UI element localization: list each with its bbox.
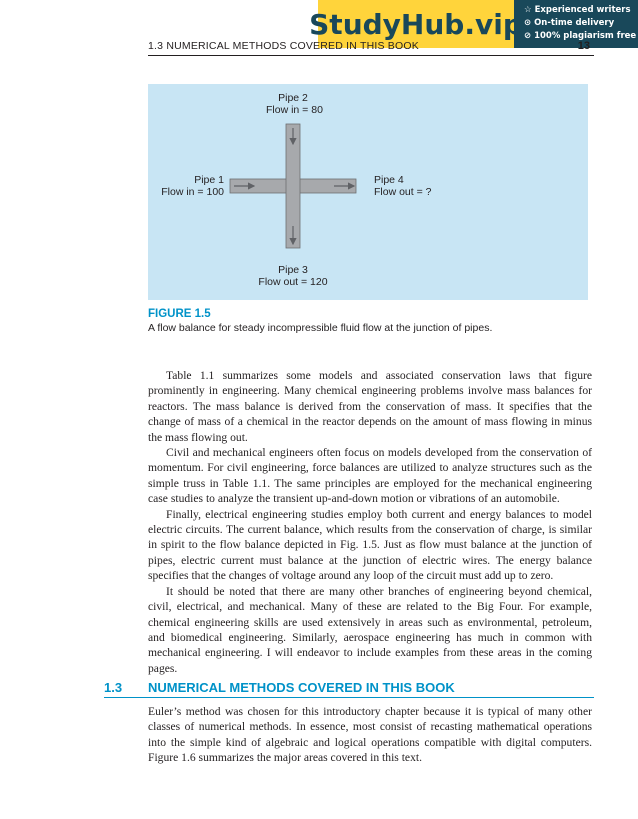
section-body bbox=[148, 704, 592, 766]
banner-brand: StudyHub.vip bbox=[318, 0, 514, 48]
pipe3-label: Pipe 3 Flow out = 120 bbox=[258, 264, 328, 288]
banner-feature-list bbox=[514, 0, 638, 48]
paragraph: It should be noted that there are many other branches of engineering beyond chemical, civil, electrical, and mechanical. Many of these are related to the Big Four. For example, chemical engineering skills are used extensively in areas such as environmental, petroleum, and biomedical engineering. Similarly, aerospace engineering has much in common with mechanical engineering. I will endeavor to include examples from these areas in the coming pages. bbox=[148, 584, 592, 675]
running-head: 1.3 NUMERICAL METHODS COVERED IN THIS BOOK bbox=[148, 40, 419, 52]
paragraph: Civil and mechanical engineers often focus on models developed from the conservation of momentum. For civil engineering, force balances are utilized to analyze structures such as the simple truss in Table 1.1. The same principles are employed for the mechanical engineering case studies to analyze the transient up-and-down motion or vibrations of an automobile. bbox=[148, 446, 592, 506]
pipe-junction bbox=[287, 180, 300, 193]
section-number: 1.3 bbox=[104, 680, 123, 695]
section-title: NUMERICAL METHODS COVERED IN THIS BOOK bbox=[148, 680, 455, 695]
paragraph: Table 1.1 summarizes some models and associated conservation laws that figure prominently in engineering. Many chemical engineering problems involve mass balances for reactors. The mass balance is derived from the conservation of mass. It specifies that the change of mass of a chemical in the reactor depends on the amount of mass flowing in minus the mass flowing out. bbox=[148, 369, 592, 444]
figure-number: FIGURE 1.5 bbox=[148, 308, 211, 320]
banner-feature: ☆ Experienced writers bbox=[524, 5, 631, 15]
body-text bbox=[148, 368, 592, 676]
pipe2-label: Pipe 2 Flow in = 80 bbox=[266, 92, 323, 116]
figure-pipe-junction bbox=[148, 84, 588, 300]
section-heading bbox=[104, 680, 594, 698]
banner-feature: ⊙ On-time delivery bbox=[524, 18, 615, 28]
pipe4-label: Pipe 4 Flow out = ? bbox=[374, 174, 432, 198]
figure-caption: A flow balance for steady incompressible fluid flow at the junction of pipes. bbox=[148, 322, 493, 334]
banner-feature: ⊘ 100% plagiarism free bbox=[524, 31, 637, 41]
paragraph: Finally, electrical engineering studies employ both current and energy balances to model electric circuits. The current balance, which results from the conservation of charge, is similar in spirit to the flow balance depicted in Fig. 1.5. Just as flow must balance at the junction of pipes, electric current must balance at the junction of electric wires. The energy balance specifies that the changes of voltage around any loop of the circuit must add up to zero. bbox=[148, 507, 592, 583]
paragraph: Euler’s method was chosen for this introductory chapter because it is typical of many other classes of numerical methods. In essence, most consist of recasting mathematical operations into the simple kind of algebraic and logical operations compatible with digital computers. Figure 1.6 summarizes the major areas covered in this text. bbox=[148, 705, 592, 765]
pipe1-label: Pipe 1 Flow in = 100 bbox=[161, 174, 224, 198]
header-rule bbox=[148, 55, 594, 56]
page-number: 13 bbox=[577, 40, 590, 52]
